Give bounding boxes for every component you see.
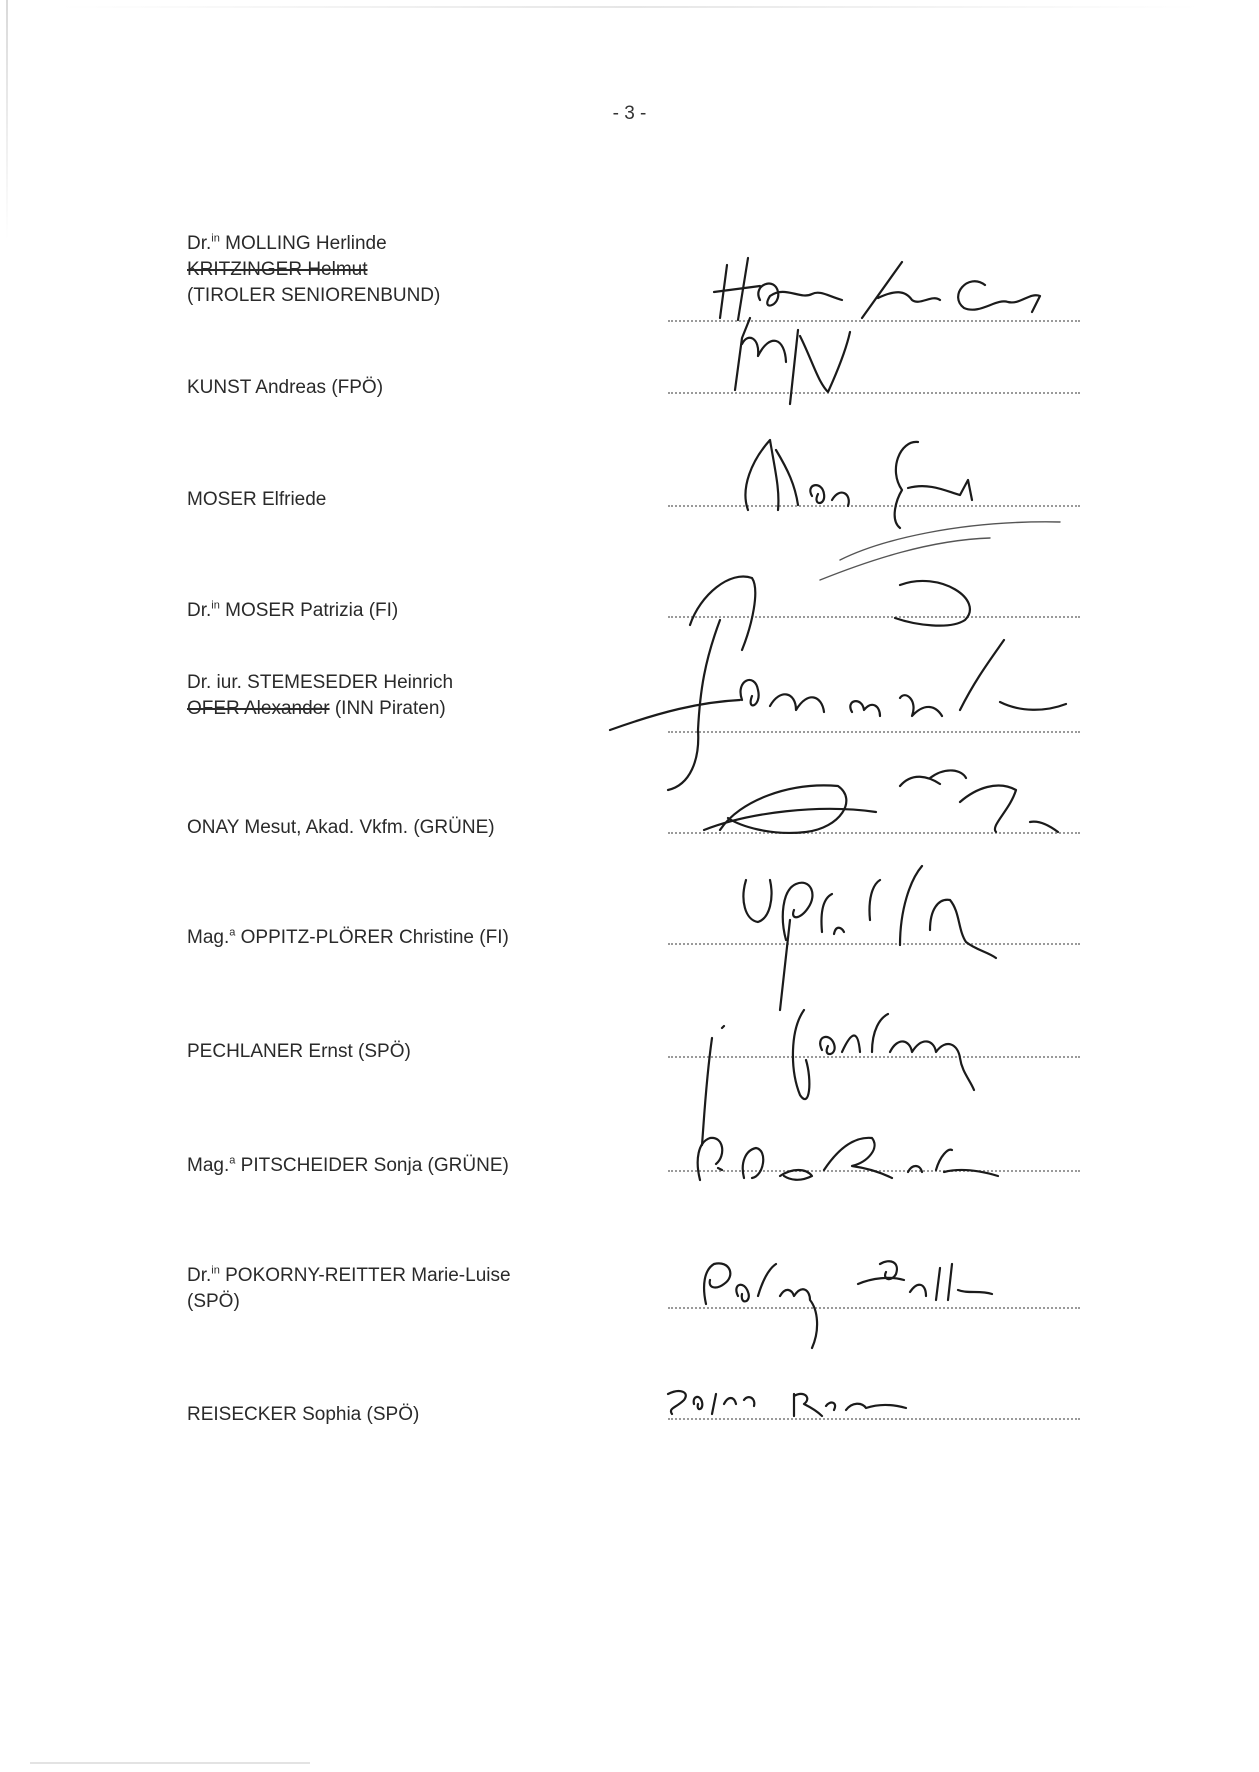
- signature-line-reisecker: [668, 1418, 1080, 1420]
- academic-title: Dr.: [187, 600, 212, 621]
- signature-reisecker: [668, 1391, 906, 1416]
- academic-title: Dr.: [187, 1265, 212, 1286]
- party-name: (INN Piraten): [334, 698, 446, 719]
- signatory-name: MOLLING Herlinde: [225, 233, 387, 254]
- party-name: (TIROLER SENIORENBUND): [187, 285, 441, 306]
- signatory-name-line: [187, 1263, 607, 1289]
- signature-line-molling: [668, 320, 1080, 322]
- signatory-name: MOSER Elfriede: [187, 489, 327, 510]
- title-suffix: in: [211, 232, 220, 245]
- signatory-name: MOSER Patrizia (FI): [225, 600, 399, 621]
- signature-stemeseder: [610, 620, 1066, 790]
- struck-name: OFER Alexander: [187, 698, 330, 719]
- party-name: (SPÖ): [187, 1291, 240, 1312]
- signature-line-stemeseder: [668, 731, 1080, 733]
- signature-oppitz-ploerer: [743, 866, 996, 1010]
- academic-title: Dr.: [187, 233, 212, 254]
- struck-name: KRITZINGER Helmut: [187, 259, 368, 280]
- signatory-name: REISECKER Sophia (SPÖ): [187, 1404, 420, 1425]
- title-suffix: in: [211, 599, 220, 612]
- signatory-name: PITSCHEIDER Sonja (GRÜNE): [240, 1155, 509, 1176]
- title-suffix: a: [229, 1154, 236, 1167]
- signatory-name-line: [187, 598, 607, 624]
- signature-onay: [704, 770, 1058, 832]
- signatory-name: PECHLANER Ernst (SPÖ): [187, 1041, 411, 1062]
- scan-edge-bottom: [30, 1762, 310, 1764]
- signatory-name: Dr. iur. STEMESEDER Heinrich: [187, 672, 454, 693]
- signature-line-kunst: [668, 392, 1080, 394]
- struck-party-line: [187, 696, 607, 722]
- signatory-oppitz-ploerer: [187, 925, 607, 951]
- signatory-name: ONAY Mesut, Akad. Vkfm. (GRÜNE): [187, 817, 495, 838]
- signatory-moser-elfriede: [187, 487, 607, 513]
- signature-line-onay: [668, 832, 1080, 834]
- title-suffix: a: [229, 926, 236, 939]
- signatory-pokorny-reitter: [187, 1263, 607, 1315]
- signatory-name: KUNST Andreas (FPÖ): [187, 377, 384, 398]
- signature-pokorny-reitter: [704, 1261, 992, 1348]
- signatory-name-line: [187, 1153, 607, 1179]
- signature-line-pitscheider: [668, 1170, 1080, 1172]
- signatory-name: OPPITZ-PLÖRER Christine (FI): [240, 927, 509, 948]
- signature-line-pokorny-reitter: [668, 1307, 1080, 1309]
- academic-title: Mag.: [187, 1155, 230, 1176]
- signatory-name: POKORNY-REITTER Marie-Luise: [225, 1265, 511, 1286]
- signature-line-pechlaner: [668, 1056, 1080, 1058]
- signature-moser-patrizia: [690, 576, 970, 650]
- signatory-onay: [187, 815, 607, 841]
- signature-molling: [714, 258, 1040, 320]
- page-number: - 3 -: [612, 103, 647, 124]
- signature-pechlaner: [702, 1010, 974, 1145]
- signatory-name-line: [187, 925, 607, 951]
- signatory-stemeseder: [187, 670, 607, 722]
- signature-moser-elfriede: [745, 440, 1060, 580]
- title-suffix: in: [211, 1264, 220, 1277]
- signatory-pechlaner: [187, 1039, 607, 1065]
- signatory-reisecker: [187, 1402, 607, 1428]
- signatory-moser-patrizia: [187, 598, 607, 624]
- signatory-molling: [187, 231, 607, 309]
- signature-pitscheider: [698, 1138, 998, 1180]
- signature-line-oppitz-ploerer: [668, 943, 1080, 945]
- signatory-kunst: [187, 375, 607, 401]
- signature-line-moser-patrizia: [668, 616, 1080, 618]
- academic-title: Mag.: [187, 927, 230, 948]
- signature-line-moser-elfriede: [668, 505, 1080, 507]
- signatory-name-line: [187, 231, 607, 257]
- signatory-pitscheider: [187, 1153, 607, 1179]
- scan-edge-top: [60, 6, 1200, 8]
